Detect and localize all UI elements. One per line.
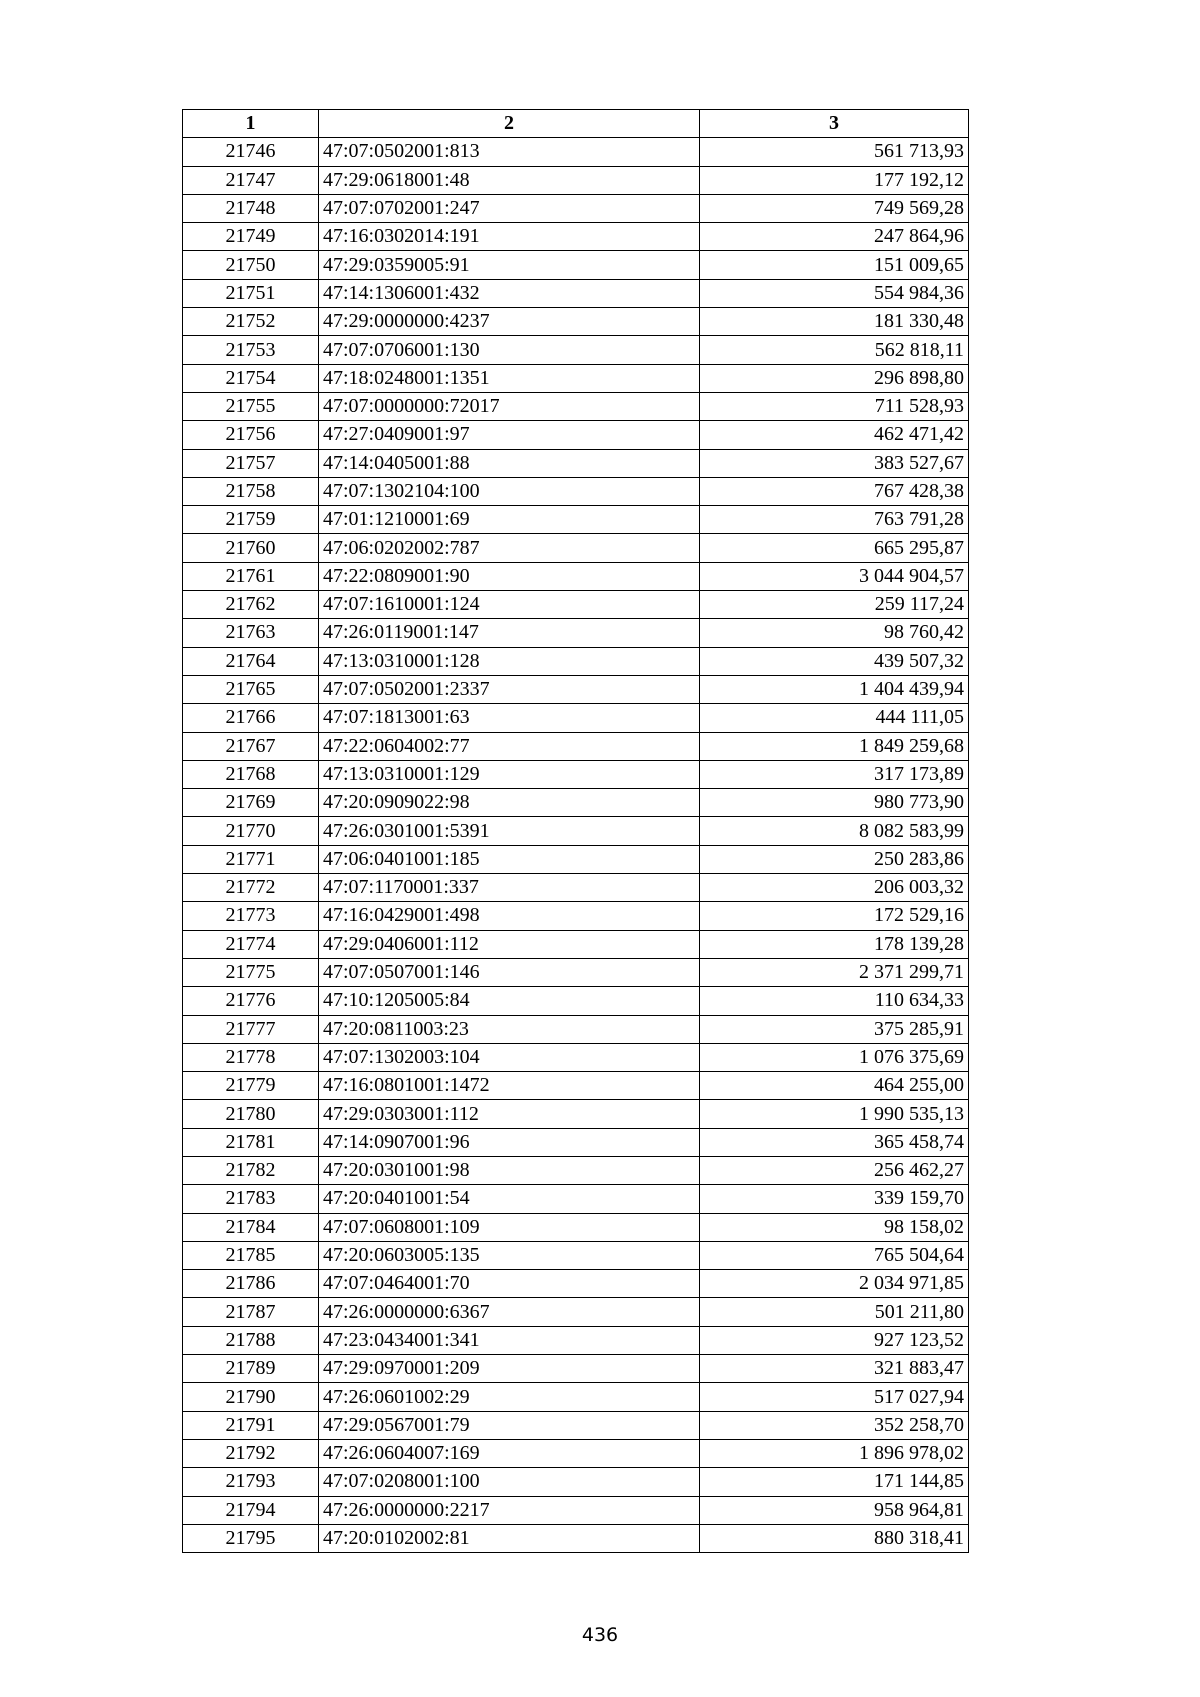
cadastral-number-cell: 47:26:0119001:147 [319,619,700,647]
row-number-cell: 21771 [183,845,319,873]
cadastral-value-cell: 517 027,94 [700,1383,969,1411]
cadastral-value-cell: 2 371 299,71 [700,958,969,986]
row-number-cell: 21790 [183,1383,319,1411]
cadastral-value-cell: 464 255,00 [700,1072,969,1100]
row-number-cell: 21748 [183,194,319,222]
row-number-cell: 21785 [183,1241,319,1269]
cadastral-number-cell: 47:06:0401001:185 [319,845,700,873]
cadastral-number-cell: 47:20:0102002:81 [319,1524,700,1552]
cadastral-value-cell: 2 034 971,85 [700,1270,969,1298]
row-number-cell: 21778 [183,1043,319,1071]
table-row [183,675,969,703]
row-number-cell: 21747 [183,166,319,194]
table-row [183,1185,969,1213]
row-number-cell: 21750 [183,251,319,279]
cadastral-number-cell: 47:20:0401001:54 [319,1185,700,1213]
row-number-cell: 21794 [183,1496,319,1524]
table-row [183,1468,969,1496]
row-number-cell: 21773 [183,902,319,930]
row-number-cell: 21793 [183,1468,319,1496]
cadastral-value-table [182,109,969,1553]
table-row [183,619,969,647]
cadastral-value-cell: 765 504,64 [700,1241,969,1269]
table-header-row [183,110,969,138]
cadastral-number-cell: 47:14:0405001:88 [319,449,700,477]
cadastral-number-cell: 47:07:0502001:2337 [319,675,700,703]
cadastral-value-cell: 1 990 535,13 [700,1100,969,1128]
row-number-cell: 21767 [183,732,319,760]
row-number-cell: 21769 [183,789,319,817]
table-row [183,1383,969,1411]
page-number: 436 [581,1624,619,1646]
row-number-cell: 21762 [183,591,319,619]
table-row [183,1411,969,1439]
table-row [183,1072,969,1100]
cadastral-number-cell: 47:29:0000000:4237 [319,308,700,336]
table-body [183,138,969,1553]
table-row [183,1439,969,1467]
cadastral-value-cell: 206 003,32 [700,874,969,902]
table-row [183,591,969,619]
cadastral-value-cell: 98 158,02 [700,1213,969,1241]
table-row [183,308,969,336]
row-number-cell: 21775 [183,958,319,986]
cadastral-number-cell: 47:18:0248001:1351 [319,364,700,392]
row-number-cell: 21764 [183,647,319,675]
row-number-cell: 21780 [183,1100,319,1128]
cadastral-number-cell: 47:13:0310001:129 [319,760,700,788]
row-number-cell: 21791 [183,1411,319,1439]
cadastral-value-cell: 321 883,47 [700,1355,969,1383]
table-row [183,449,969,477]
row-number-cell: 21783 [183,1185,319,1213]
row-number-cell: 21761 [183,562,319,590]
table-row [183,477,969,505]
row-number-cell: 21751 [183,279,319,307]
table-row [183,506,969,534]
table-row [183,1270,969,1298]
table-row [183,194,969,222]
table-row [183,1241,969,1269]
cadastral-number-cell: 47:06:0202002:787 [319,534,700,562]
table-row [183,1298,969,1326]
cadastral-number-cell: 47:23:0434001:341 [319,1326,700,1354]
cadastral-number-cell: 47:07:1302104:100 [319,477,700,505]
cadastral-number-cell: 47:20:0301001:98 [319,1156,700,1184]
cadastral-value-cell: 383 527,67 [700,449,969,477]
row-number-cell: 21763 [183,619,319,647]
cadastral-value-cell: 665 295,87 [700,534,969,562]
row-number-cell: 21786 [183,1270,319,1298]
cadastral-value-cell: 927 123,52 [700,1326,969,1354]
table-row [183,732,969,760]
cadastral-value-cell: 1 896 978,02 [700,1439,969,1467]
row-number-cell: 21779 [183,1072,319,1100]
table-row [183,1496,969,1524]
row-number-cell: 21752 [183,308,319,336]
table-row [183,704,969,732]
cadastral-number-cell: 47:14:1306001:432 [319,279,700,307]
column-header-1: 1 [183,110,319,138]
column-header-3: 3 [700,110,969,138]
cadastral-value-cell: 554 984,36 [700,279,969,307]
cadastral-number-cell: 47:26:0000000:6367 [319,1298,700,1326]
cadastral-number-cell: 47:16:0801001:1472 [319,1072,700,1100]
cadastral-value-cell: 3 044 904,57 [700,562,969,590]
cadastral-value-cell: 880 318,41 [700,1524,969,1552]
cadastral-number-cell: 47:14:0907001:96 [319,1128,700,1156]
cadastral-value-cell: 462 471,42 [700,421,969,449]
cadastral-value-cell: 177 192,12 [700,166,969,194]
cadastral-number-cell: 47:29:0406001:112 [319,930,700,958]
cadastral-number-cell: 47:07:1610001:124 [319,591,700,619]
cadastral-number-cell: 47:29:0618001:48 [319,166,700,194]
cadastral-value-cell: 501 211,80 [700,1298,969,1326]
cadastral-number-cell: 47:07:0502001:813 [319,138,700,166]
cadastral-value-cell: 562 818,11 [700,336,969,364]
table-row [183,845,969,873]
cadastral-number-cell: 47:07:1813001:63 [319,704,700,732]
table-row [183,251,969,279]
row-number-cell: 21760 [183,534,319,562]
cadastral-value-cell: 1 404 439,94 [700,675,969,703]
cadastral-number-cell: 47:07:0706001:130 [319,336,700,364]
row-number-cell: 21774 [183,930,319,958]
table-row [183,987,969,1015]
cadastral-number-cell: 47:29:0359005:91 [319,251,700,279]
table-row [183,647,969,675]
row-number-cell: 21792 [183,1439,319,1467]
cadastral-value-cell: 1 849 259,68 [700,732,969,760]
row-number-cell: 21782 [183,1156,319,1184]
cadastral-value-cell: 375 285,91 [700,1015,969,1043]
row-number-cell: 21795 [183,1524,319,1552]
cadastral-value-cell: 365 458,74 [700,1128,969,1156]
cadastral-value-cell: 980 773,90 [700,789,969,817]
row-number-cell: 21784 [183,1213,319,1241]
table-row [183,760,969,788]
cadastral-value-cell: 439 507,32 [700,647,969,675]
cadastral-value-cell: 767 428,38 [700,477,969,505]
cadastral-number-cell: 47:07:0464001:70 [319,1270,700,1298]
cadastral-number-cell: 47:26:0000000:2217 [319,1496,700,1524]
cadastral-number-cell: 47:29:0567001:79 [319,1411,700,1439]
table-row [183,1326,969,1354]
cadastral-number-cell: 47:29:0303001:112 [319,1100,700,1128]
cadastral-number-cell: 47:16:0302014:191 [319,223,700,251]
cadastral-number-cell: 47:13:0310001:128 [319,647,700,675]
table-row [183,1524,969,1552]
table-row [183,958,969,986]
row-number-cell: 21757 [183,449,319,477]
cadastral-value-cell: 749 569,28 [700,194,969,222]
cadastral-value-cell: 339 159,70 [700,1185,969,1213]
row-number-cell: 21746 [183,138,319,166]
row-number-cell: 21768 [183,760,319,788]
table-row [183,421,969,449]
cadastral-value-cell: 763 791,28 [700,506,969,534]
table-row [183,336,969,364]
cadastral-number-cell: 47:27:0409001:97 [319,421,700,449]
cadastral-value-cell: 444 111,05 [700,704,969,732]
cadastral-number-cell: 47:20:0811003:23 [319,1015,700,1043]
table-row [183,534,969,562]
table-row [183,817,969,845]
cadastral-number-cell: 47:20:0603005:135 [319,1241,700,1269]
table-row [183,930,969,958]
table-row [183,138,969,166]
cadastral-value-cell: 178 139,28 [700,930,969,958]
row-number-cell: 21772 [183,874,319,902]
cadastral-value-cell: 110 634,33 [700,987,969,1015]
table-row [183,392,969,420]
row-number-cell: 21776 [183,987,319,1015]
row-number-cell: 21781 [183,1128,319,1156]
cadastral-value-cell: 561 713,93 [700,138,969,166]
cadastral-value-cell: 98 760,42 [700,619,969,647]
cadastral-number-cell: 47:07:0608001:109 [319,1213,700,1241]
row-number-cell: 21758 [183,477,319,505]
cadastral-number-cell: 47:07:0000000:72017 [319,392,700,420]
table-row [183,789,969,817]
cadastral-value-cell: 958 964,81 [700,1496,969,1524]
column-header-2: 2 [319,110,700,138]
table-row [183,279,969,307]
row-number-cell: 21770 [183,817,319,845]
cadastral-number-cell: 47:07:0702001:247 [319,194,700,222]
cadastral-number-cell: 47:26:0301001:5391 [319,817,700,845]
row-number-cell: 21777 [183,1015,319,1043]
table-row [183,902,969,930]
row-number-cell: 21788 [183,1326,319,1354]
table-row [183,1043,969,1071]
cadastral-number-cell: 47:16:0429001:498 [319,902,700,930]
table-row [183,364,969,392]
table-row [183,1015,969,1043]
cadastral-value-cell: 250 283,86 [700,845,969,873]
table-row [183,562,969,590]
cadastral-value-cell: 171 144,85 [700,1468,969,1496]
table-row [183,1100,969,1128]
table-row [183,166,969,194]
table-row [183,1213,969,1241]
cadastral-number-cell: 47:10:1205005:84 [319,987,700,1015]
table-row [183,1355,969,1383]
cadastral-number-cell: 47:22:0604002:77 [319,732,700,760]
cadastral-number-cell: 47:20:0909022:98 [319,789,700,817]
row-number-cell: 21789 [183,1355,319,1383]
row-number-cell: 21749 [183,223,319,251]
cadastral-number-cell: 47:07:1302003:104 [319,1043,700,1071]
row-number-cell: 21787 [183,1298,319,1326]
cadastral-value-cell: 1 076 375,69 [700,1043,969,1071]
cadastral-number-cell: 47:01:1210001:69 [319,506,700,534]
table-row [183,874,969,902]
row-number-cell: 21759 [183,506,319,534]
cadastral-value-cell: 711 528,93 [700,392,969,420]
cadastral-value-cell: 256 462,27 [700,1156,969,1184]
cadastral-number-cell: 47:29:0970001:209 [319,1355,700,1383]
cadastral-number-cell: 47:07:0208001:100 [319,1468,700,1496]
cadastral-value-cell: 296 898,80 [700,364,969,392]
row-number-cell: 21753 [183,336,319,364]
table-row [183,223,969,251]
cadastral-value-cell: 259 117,24 [700,591,969,619]
cadastral-number-cell: 47:22:0809001:90 [319,562,700,590]
cadastral-value-cell: 8 082 583,99 [700,817,969,845]
cadastral-number-cell: 47:07:0507001:146 [319,958,700,986]
row-number-cell: 21754 [183,364,319,392]
row-number-cell: 21766 [183,704,319,732]
cadastral-value-cell: 352 258,70 [700,1411,969,1439]
cadastral-value-cell: 172 529,16 [700,902,969,930]
table-row [183,1156,969,1184]
cadastral-value-cell: 247 864,96 [700,223,969,251]
table-row [183,1128,969,1156]
row-number-cell: 21756 [183,421,319,449]
cadastral-value-cell: 181 330,48 [700,308,969,336]
cadastral-number-cell: 47:07:1170001:337 [319,874,700,902]
cadastral-value-cell: 317 173,89 [700,760,969,788]
cadastral-value-cell: 151 009,65 [700,251,969,279]
row-number-cell: 21755 [183,392,319,420]
row-number-cell: 21765 [183,675,319,703]
cadastral-number-cell: 47:26:0604007:169 [319,1439,700,1467]
cadastral-number-cell: 47:26:0601002:29 [319,1383,700,1411]
